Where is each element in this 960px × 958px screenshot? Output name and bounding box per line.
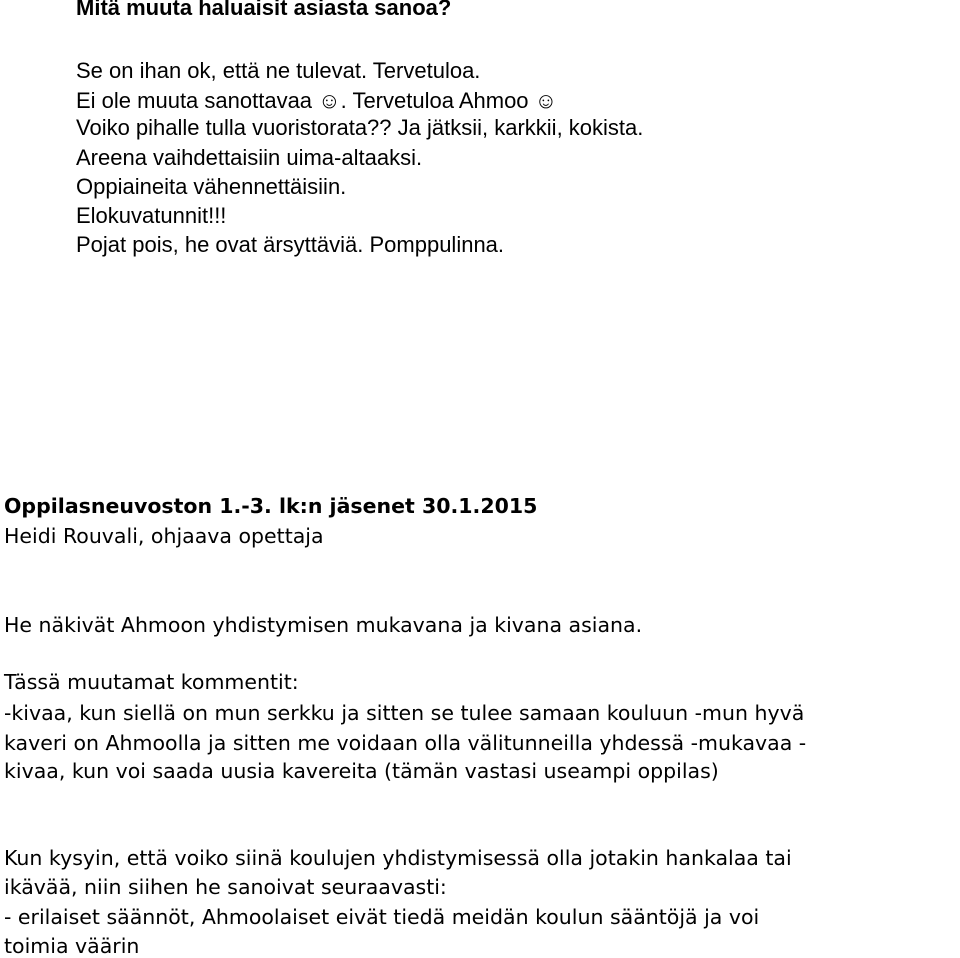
answer-line-1: Se on ihan ok, että ne tulevat. Tervetuloa. [76, 58, 481, 83]
comment-line-2: kaveri on Ahmoolla ja sitten me voidaan olla välitunneilla yhdessä -mukavaa - [4, 731, 807, 755]
answer-line-3: Voiko pihalle tulla vuoristorata?? Ja jätksii, karkkii, kokista. [76, 115, 644, 140]
answer-line-7: Pojat pois, he ovat ärsyttäviä. Pomppulinna. [76, 232, 505, 257]
answer-line-5: Oppiaineita vähennettäisiin. [76, 174, 347, 199]
question-line-1: Kun kysyin, että voiko siinä koulujen yhdistymisessä olla jotakin hankalaa tai [4, 846, 792, 870]
comments-intro: Tässä muutamat kommentit: [4, 670, 299, 694]
answer-line-4: Areena vaihdettaisiin uima-altaaksi. [76, 145, 423, 170]
question-line-3: - erilaiset säännöt, Ahmoolaiset eivät tiedä meidän koulun sääntöjä ja voi [4, 905, 760, 929]
comment-line-1: -kivaa, kun siellä on mun serkku ja sitten se tulee samaan kouluun -mun hyvä [4, 701, 805, 725]
answer-line-6: Elokuvatunnit!!! [76, 203, 227, 228]
summary-line: He näkivät Ahmoon yhdistymisen mukavana ja kivana asiana. [4, 613, 643, 637]
question-line-4: toimia väärin [4, 934, 140, 958]
author-line: Heidi Rouvali, ohjaava opettaja [4, 524, 324, 548]
section-heading-wishes: Mitä muuta haluaisit asiasta sanoa? [76, 0, 452, 20]
answer-line-2: Ei ole muuta sanottavaa ☺. Tervetuloa Ahmoo ☺ [76, 88, 558, 113]
question-line-2: ikävää, niin siihen he sanoivat seuraavasti: [4, 875, 447, 899]
section-heading-student-council: Oppilasneuvoston 1.-3. lk:n jäsenet 30.1.2015 [4, 494, 538, 518]
comment-line-3: kivaa, kun voi saada uusia kavereita (tämän vastasi useampi oppilas) [4, 759, 719, 783]
